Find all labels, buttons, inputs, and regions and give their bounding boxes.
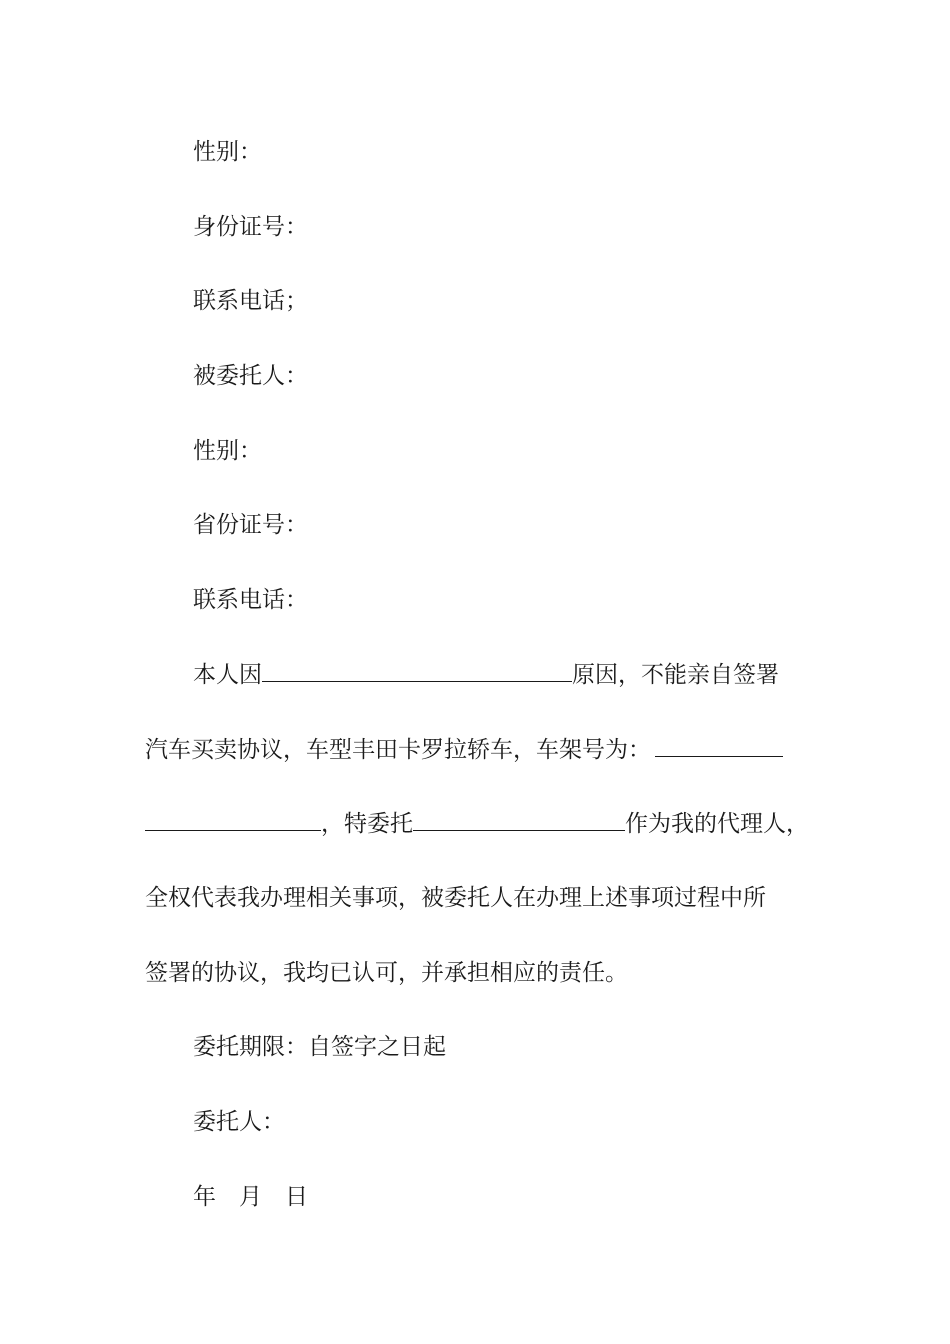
body-text: ，特委托 — [321, 811, 413, 837]
agent-phone-label: 联系电话： — [193, 587, 308, 613]
body-text: 作为我的代理人， — [625, 811, 809, 837]
agent-gender-label: 性别： — [193, 438, 262, 464]
term-line: 委托期限：自签字之日起 — [193, 1034, 446, 1060]
agent-name-blank — [413, 808, 625, 831]
body-text: 本人因 — [193, 662, 262, 688]
vin-blank-1 — [655, 734, 783, 757]
body-line-2 — [145, 734, 825, 765]
body-text: 原因，不能亲自签署 — [572, 662, 779, 688]
principal-signature-label: 委托人： — [193, 1109, 285, 1135]
body-line-5: 签署的协议，我均已认可，并承担相应的责任。 — [145, 960, 628, 986]
agent-label: 被委托人： — [193, 363, 308, 389]
principal-gender-label: 性别： — [193, 139, 262, 165]
principal-phone-label: 联系电话； — [193, 288, 308, 314]
reason-blank — [262, 659, 572, 682]
vin-blank-2 — [145, 808, 321, 831]
body-line-1 — [145, 659, 873, 690]
date-line: 年 月 日 — [193, 1184, 308, 1210]
agent-id-label: 省份证号： — [193, 512, 308, 538]
body-line-3 — [145, 808, 825, 839]
body-line-4: 全权代表我办理相关事项，被委托人在办理上述事项过程中所 — [145, 885, 766, 911]
principal-id-label: 身份证号： — [193, 214, 308, 240]
body-text: 汽车买卖协议，车型丰田卡罗拉轿车，车架号为： — [145, 737, 651, 763]
